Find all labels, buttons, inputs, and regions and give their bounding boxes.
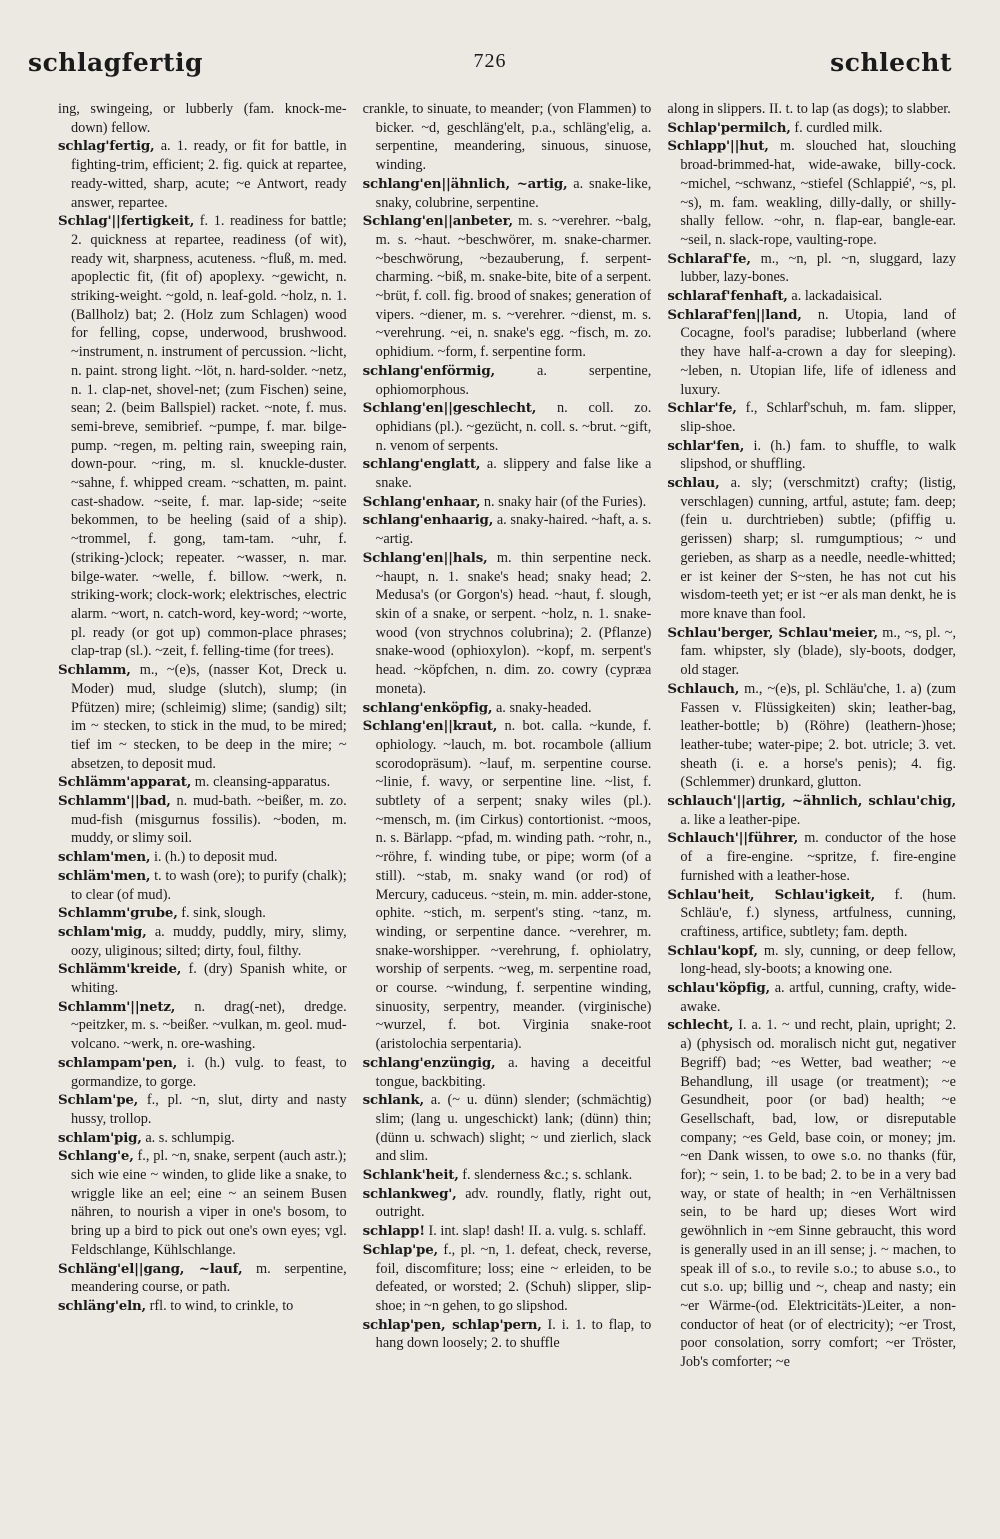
dictionary-entry	[667, 792, 956, 829]
entry-headword: schlecht,	[667, 1017, 734, 1034]
entry-headword: schlang'enzüngig,	[362, 1054, 496, 1071]
dictionary-entry	[363, 1054, 652, 1091]
entry-headword: schlag'fertig,	[58, 138, 155, 155]
dictionary-entry	[667, 250, 956, 287]
dictionary-entry	[58, 1260, 347, 1297]
entry-headword: Schlang'en||anbeter,	[362, 213, 513, 230]
dictionary-entry	[363, 1316, 652, 1353]
entry-definition: f. 1. readiness for battle; 2. quickness at repartee, readiness (of wit), ready wit, sharpness, acuteness. ~fluß, m. med. apoplectic fit, (fit of) apoplexy. ~gewicht, n. striking-weight. ~gold, n. leaf-gold. ~holz, n. 1. (Ballholz) bat; 2. (Holz zum Schlagen) wood for felling, copse, underwood, brushwood. ~instrument, n. instrument of percussion. ~licht, n. paint. strong light. ~löt, n. hard-solder. ~netz, n. 1. clap-net, shovel-net; (zum Fischen) seine, sean; 2. (beim Ballspiel) racket. ~note, f. mus. semi-breve, semibrief. ~pumpe, f. mar. bilge-pump. ~regen, m. pelting rain, sweeping rain, down-pour. ~ring, m. sl. knuckle-duster. ~sahne, f. whipped cream. ~schatten, m. paint. cast-shadow. ~seite, f. mar. lap-side; ~seite bekommen, to be heeling (said of a ship). ~trommel, f. gong, tam-tam. ~uhr, f. (striking-)clock; repeater. ~wasser, n. mar. bilge-water. ~welle, f. billow. ~werk, n. striking-work; clock-work; elektrisches, electric alarm. ~wort, n. catch-word, key-word; ~worte, pl. ready (or got up) common-place phrases; clap-trap (sl.). ~zeit, f. felling-time (for trees).	[71, 213, 347, 660]
entry-definition: a. slippery and false like a snake.	[375, 456, 652, 492]
entry-definition: f. slenderness &c.; s. schlank.	[462, 1167, 633, 1184]
entry-headword: schlam'pig,	[58, 1129, 142, 1146]
entry-headword: schlam'men,	[58, 849, 151, 866]
entry-definition: a. sly; (verschmitzt) crafty; (listig, verschlagen) cunning, artful, astute; fam. deep; (fein u. durchtrieben) subtle; (pfiffig u. gerissen) sharp; sl. rumgumptious; ~ und gerieben, as sharp as a needle, needle-whitted; er ist keiner der S~sten, he has not cut his wisdom-teeth yet; er ist ~er als man denkt, he is more knave than fool.	[680, 475, 957, 622]
entry-definition: f. (dry) Spanish white, or whiting.	[71, 961, 347, 997]
dictionary-entry	[58, 773, 347, 792]
dictionary-entry	[58, 1129, 347, 1148]
entry-headword: schlankweg',	[362, 1185, 457, 1202]
entry-definition: m., ~(e)s, pl. Schläu'che, 1. a) (zum Fassen v. Flüssigkeiten) skin; leather-bag, leather-bottle; b) (Röhre) (leathern-)hose; leather-tube; water-pipe; 2. bot. utricle; 3. vet. sheath (i. e. a horse's penis); 4. fig. (Schlemmer) drunkard, glutton.	[680, 680, 957, 791]
entry-definition: a. (~ u. dünn) slender; (schmächtig) slim; (lang u. ungeschickt) lank; (dünn) thin; (dünn u. schwach) slight; ~ und zierlich, slack and slim.	[375, 1092, 652, 1165]
page-header	[28, 44, 952, 90]
entry-headword: schlang'enhaarig,	[362, 512, 494, 529]
entry-definition: f. (hum. Schläu'e, f.) slyness, artfulness, cunning, craftiness, artifice, subtlety; fam. depth.	[680, 886, 957, 940]
entry-definition: n. Utopia, land of Cocagne, fool's paradise; lubberland (where they have half-a-crown a day for sleeping). ~leben, n. Utopian life, life of idleness and luxury.	[680, 306, 957, 398]
entry-headword: schlang'en||ähnlich, ~artig,	[362, 175, 568, 192]
entry-definition: a. muddy, puddly, miry, slimy, oozy, uliginous; silted; dirty, foul, filthy.	[71, 923, 347, 959]
dictionary-entry	[363, 175, 652, 212]
entry-definition: m. slouched hat, slouching broad-brimmed-hat, wide-awake, billy-cock. ~michel, ~schwanz, ~stiefel (Schlappié', ~s, pl. ~s), m. fam. weakling, dilly-dally, or shilly-shally fellow. ~ohr, n. flap-ear, bangle-ear. ~seil, n. slack-rope, vaulting-rope.	[680, 138, 957, 248]
entry-definition: a. having a deceitful tongue, backbiting.	[375, 1054, 652, 1090]
dictionary-entry	[363, 717, 652, 1054]
entry-definition: m., ~s, pl. ~, fam. whipster, sly (blade), sly-boots, dodger, old stager.	[680, 624, 957, 679]
entry-definition: f. sink, slough.	[181, 905, 266, 922]
entry-definition: i. (h.) to deposit mud.	[153, 849, 278, 866]
column-1	[58, 100, 347, 1499]
column-2	[363, 100, 652, 1499]
entry-headword: schlar'fen,	[667, 437, 745, 454]
entry-headword: Schlang'e,	[58, 1148, 134, 1165]
dictionary-entry	[667, 306, 956, 400]
entry-definition: n. snaky hair (of the Furies).	[483, 493, 647, 510]
dictionary-entry	[667, 680, 956, 792]
entry-definition: m. s. ~verehrer. ~balg, m. s. ~haut. ~beschwörer, m. snake-charmer. ~beschwörung, ~bezauberung, f. serpent-charming. ~biß, m. snake-bite, bite of a serpent. ~brüt, f. coll. fig. brood of snakes; generation of vipers. ~diener, m. s. ~verehrer. ~dienst, m. s. ~verehrung. ~ei, n. snake's egg. ~fisch, m. zo. ophidium. ~form, f. serpentine form.	[375, 213, 652, 361]
dictionary-entry	[667, 624, 956, 680]
entry-definition: n. drag(-net), dredge. ~peitzker, m. s. ~beißer. ~vulkan, m. geol. mud-volcano. ~werk, n. ore-washing.	[71, 998, 347, 1053]
entry-headword: Schlap'pe,	[362, 1241, 439, 1258]
dictionary-entry	[667, 119, 956, 138]
entry-definition: adv. roundly, flatly, right out, outright.	[375, 1185, 652, 1221]
entry-headword: schlap'pen, schlap'pern,	[362, 1316, 542, 1333]
dictionary-entry	[667, 437, 956, 474]
page-number: 726	[473, 50, 507, 72]
dictionary-entry	[58, 960, 347, 997]
entry-headword: Schlau'kopf,	[667, 942, 758, 959]
entry-definition: a. lackadaisical.	[791, 288, 883, 305]
dictionary-entry	[363, 212, 652, 362]
entry-definition: a. snaky-haired. ~haft, a. s. ~artig.	[375, 512, 652, 548]
dictionary-entry	[363, 1166, 652, 1185]
entry-headword: Schlamm'||netz,	[58, 998, 176, 1015]
dictionary-entry	[58, 1091, 347, 1128]
entry-definition: I. a. 1. ~ und recht, plain, upright; 2. a) (physisch od. moralisch nicht gut, negativer Begriff) bad; ~es Wetter, bad weather; ~e Behandlung, ill usage (or treatment); ~e Gesundheit, poor (or bad) health; ~e Gesellschaft, bad, low, or disreputable company; ~es Geld, base coin, or money; jm. ~en Dank wissen, to owe s.o. no thanks (für, for); ~ sein, 1. to be bad; 2. to be in a very bad way, or state of health; in ~en Verhältnissen sein, to be hard up; dieses Wort wird gewöhnlich in ~em Sinne gebraucht, this word is generally used in an ill sense; j. ~ machen, to speak ill of s.o., to revile s.o.; to abuse s.o., to cut s.o. up; billig und ~, cheap and nasty; ein ~er Wärme-(od. Elektricitäts-)Leiter, a non-conductor of heat (or of electricity); ~er Trost, poor consolation, sorry comfort; ~er Tröster, Job's comforter; ~e	[680, 1017, 957, 1371]
entry-definition: I. i. 1. to flap, to hang down loosely; 2. to shuffle	[375, 1316, 652, 1352]
entry-headword: Schlapp'||hut,	[667, 138, 769, 155]
dictionary-entry	[58, 923, 347, 960]
header-right-guide-word: schlecht	[830, 48, 952, 77]
entry-headword: Schlag'||fertigkeit,	[58, 213, 195, 230]
dictionary-entry	[363, 1091, 652, 1166]
entry-definition: n. coll. zo. ophidians (pl.). ~gezücht, n. coll. s. ~brut. ~gift, n. venom of serpents.	[375, 400, 652, 454]
dictionary-entry	[363, 1222, 652, 1241]
entry-definition: m. conductor of the hose of a fire-engine. ~spritze, f. fire-engine furnished with a leather-hose.	[680, 830, 957, 884]
dictionary-entry	[667, 1016, 956, 1371]
entry-headword: schlam'mig,	[58, 923, 147, 940]
entry-definition: m. thin serpentine neck. ~haupt, n. 1. snake's head; snaky head; 2. Medusa's (or Gorgon's) head. ~haut, f. slough, skin of a snake, or serpent. ~holz, n. 1. snake-wood (von strychnos colubrina); 2. (Pflanze) snake-wood (ophioxylon). ~kopf, m. serpent's head. ~köpfchen, n. dim. zo. cowry (cypræa moneta).	[375, 549, 652, 697]
entry-definition: a. snake-like, snaky, colubrine, serpentine.	[375, 175, 652, 211]
entry-headword: schläng'eln,	[58, 1298, 146, 1314]
entry-headword: Schlau'heit, Schlau'igkeit,	[667, 886, 876, 903]
dictionary-entry	[58, 1297, 347, 1316]
entry-definition: a. snaky-headed.	[495, 699, 592, 716]
entry-headword: schlapp!	[362, 1223, 425, 1240]
entry-headword: schläm'men,	[58, 867, 151, 884]
entry-definition: n. bot. calla. ~kunde, f. ophiology. ~lauch, m. bot. rocambole (allium scorodopräsum). ~lauf, m. serpentine course. ~linie, f. wavy, or serpentine line. ~list, f. subtlety of a serpent; snaky wiles (pl.). ~mensch, m. (im Cirkus) contortionist. ~moos, n. s. Bärlapp. ~pfad, m. winding path. ~rohr, n., ~röhre, f. winding tube, or pipe; worm (of a still). ~stab, m. snaky wand (or rod) of Mercury, caduceus. ~stein, m. min. adder-stone, ophite. ~stich, m. serpent's sting. ~tanz, m. winding, or serpentine dance. ~verehrer, m. snake-worshipper. ~verehrung, f. ophiolatry, worship of serpents. ~weg, m. serpentine road, or course. ~windung, f. serpentine winding, sinuosity, serpentry, meander. (virginische) ~wurzel, f. bot. Virginia snake-root (aristolochia serpentaria).	[375, 718, 652, 1053]
entry-headword: schlank,	[362, 1092, 424, 1109]
dictionary-entry	[58, 137, 347, 212]
entry-headword: schlampam'pen,	[58, 1054, 178, 1071]
entry-headword: Schlap'permilch,	[667, 119, 791, 136]
entry-definition: f., pl. ~n, 1. defeat, check, reverse, foil, discomfiture; loss; eine ~ erleiden, to be defeated, or worsted; 2. (Schuh) slipper, slip-shoe; in ~n gehen, to go slipshod.	[375, 1241, 652, 1314]
entry-headword: Schlamm'||bad,	[58, 793, 171, 810]
dictionary-entry	[363, 455, 652, 492]
entry-definition: a. artful, cunning, crafty, wide-awake.	[680, 980, 957, 1015]
dictionary-entry	[58, 998, 347, 1054]
column-3	[667, 100, 956, 1499]
entry-definition: a. serpentine, ophiomorphous.	[375, 362, 652, 398]
entry-definition: m., ~(e)s, (nasser Kot, Dreck u. Moder) mud, sludge (slutch), slump; (in Pfützen) mire; (schleimig) slime; (sandig) silt; im ~ stecken, to stick in the mud, to be mired; tief im ~ stecken, to be deep in the mire; ~ absetzen, to deposit mud.	[71, 662, 347, 772]
entry-headword: Schlang'en||hals,	[362, 549, 488, 566]
dictionary-entry	[667, 886, 956, 942]
dictionary-entry	[667, 979, 956, 1016]
dictionary-entry	[363, 493, 652, 512]
dictionary-entry	[667, 137, 956, 249]
entry-definition: m. sly, cunning, or deep fellow, long-head, sly-boots; a knowing one.	[680, 942, 957, 978]
entry-headword: Schlar'fe,	[667, 400, 737, 417]
dictionary-entry	[58, 792, 347, 848]
dictionary-entry	[667, 474, 956, 624]
dictionary-entry	[58, 661, 347, 773]
entry-definition: rfl. to wind, to crinkle, to	[149, 1298, 294, 1314]
entry-definition: f. curdled milk.	[794, 119, 883, 136]
dictionary-entry	[363, 1241, 652, 1316]
entry-definition: f., pl. ~n, slut, dirty and nasty hussy, trollop.	[71, 1092, 347, 1127]
entry-headword: Schlang'enhaar,	[362, 493, 481, 510]
entry-headword: Schlau'berger, Schlau'meier,	[667, 624, 878, 641]
dictionary-entry	[363, 100, 652, 175]
entry-headword: Schläng'el||gang, ~lauf,	[58, 1260, 243, 1277]
entry-headword: Schlämm'kreide,	[58, 961, 182, 978]
dictionary-entry	[58, 212, 347, 661]
entry-headword: Schlang'en||geschlecht,	[362, 400, 537, 417]
entry-definition: a. like a leather-pipe.	[680, 811, 801, 828]
entry-definition: m. serpentine, meandering course, or path.	[71, 1260, 347, 1296]
dictionary-entry	[363, 362, 652, 399]
entry-definition: i. (h.) fam. to shuffle, to walk slipshod, or shuffling.	[680, 437, 957, 473]
entry-headword: Schlaraf'fen||land,	[667, 306, 802, 323]
entry-definition: along in slippers. II. t. to lap (as dogs); to slabber.	[667, 101, 951, 117]
entry-headword: schlau,	[667, 475, 720, 492]
dictionary-entry	[363, 549, 652, 699]
entry-definition: m., ~n, pl. ~n, sluggard, lazy lubber, lazy-bones.	[680, 250, 957, 286]
entry-headword: schlang'enköpfig,	[362, 699, 493, 716]
dictionary-entry	[667, 287, 956, 306]
entry-headword: Schlamm,	[58, 662, 131, 679]
entry-headword: Schlam'pe,	[58, 1092, 139, 1109]
dictionary-entry	[363, 699, 652, 718]
entry-headword: Schlauch,	[667, 680, 740, 697]
entry-definition: i. (h.) vulg. to feast, to gormandize, to gorge.	[71, 1054, 347, 1090]
entry-definition: crankle, to sinuate, to meander; (von Flammen) to bicker. ~d, geschläng'elt, p.a., schläng'elig, a. serpentine, meandering, sinuous, sinuose, winding.	[362, 101, 652, 174]
dictionary-entry	[58, 904, 347, 923]
entry-headword: schlang'englatt,	[362, 456, 481, 473]
header-left-guide-word: schlagfertig	[28, 48, 204, 77]
entry-headword: Schlamm'grube,	[58, 905, 178, 922]
entry-definition: a. 1. ready, or fit for battle, in fighting-trim, efficient; 2. fig. quick at repartee, ready-witted, sharp, acute; ~e Antwort, ready answer, repartee.	[71, 138, 347, 211]
entry-definition: a. s. schlumpig.	[145, 1129, 235, 1146]
columns	[58, 100, 956, 1499]
entry-headword: Schlämm'apparat,	[58, 774, 192, 791]
entry-headword: schlau'köpfig,	[667, 980, 771, 997]
dictionary-entry	[58, 848, 347, 867]
dictionary-entry	[58, 1147, 347, 1259]
dictionary-entry	[58, 867, 347, 904]
entry-definition: m. cleansing-apparatus.	[194, 774, 331, 791]
entry-definition: ing, swingeing, or lubberly (fam. knock-me-down) fellow.	[58, 101, 347, 136]
dictionary-entry	[667, 942, 956, 979]
dictionary-entry	[363, 511, 652, 548]
entry-headword: schlaraf'fenhaft,	[667, 288, 788, 305]
dictionary-entry	[363, 1185, 652, 1222]
entry-headword: schlang'enförmig,	[362, 362, 495, 379]
entry-headword: Schlank'heit,	[362, 1167, 459, 1184]
entry-headword: schlauch'||artig, ~ähnlich, schlau'chig,	[667, 793, 957, 810]
entry-headword: Schlauch'||führer,	[667, 830, 799, 847]
entry-headword: Schlang'en||kraut,	[362, 718, 498, 735]
dictionary-entry	[58, 100, 347, 137]
dictionary-entry	[667, 399, 956, 436]
dictionary-entry	[58, 1054, 347, 1091]
dictionary-entry	[363, 399, 652, 455]
entry-definition: n. mud-bath. ~beißer, m. zo. mud-fish (misgurnus fossilis). ~boden, m. muddy, or slimy soil.	[71, 793, 347, 847]
entry-headword: Schlaraf'fe,	[667, 250, 751, 267]
entry-definition: f., Schlarf'schuh, m. fam. slipper, slip-shoe.	[680, 400, 957, 435]
entry-definition: f., pl. ~n, snake, serpent (auch astr.); sich wie eine ~ winden, to glide like a snake, to wriggle like an eel; eine ~ an seinem Busen nähren, to nourish a viper in one's bosom, to bring up a bird to pick out one's own eyes; vgl. Feldschlange, Kühlschlange.	[71, 1148, 347, 1258]
entry-definition: t. to wash (ore); to purify (chalk); to clear (of mud).	[71, 867, 347, 903]
entry-definition: I. int. slap! dash! II. a. vulg. s. schlaff.	[428, 1223, 647, 1240]
dictionary-entry	[667, 100, 956, 119]
dictionary-entry	[667, 829, 956, 885]
